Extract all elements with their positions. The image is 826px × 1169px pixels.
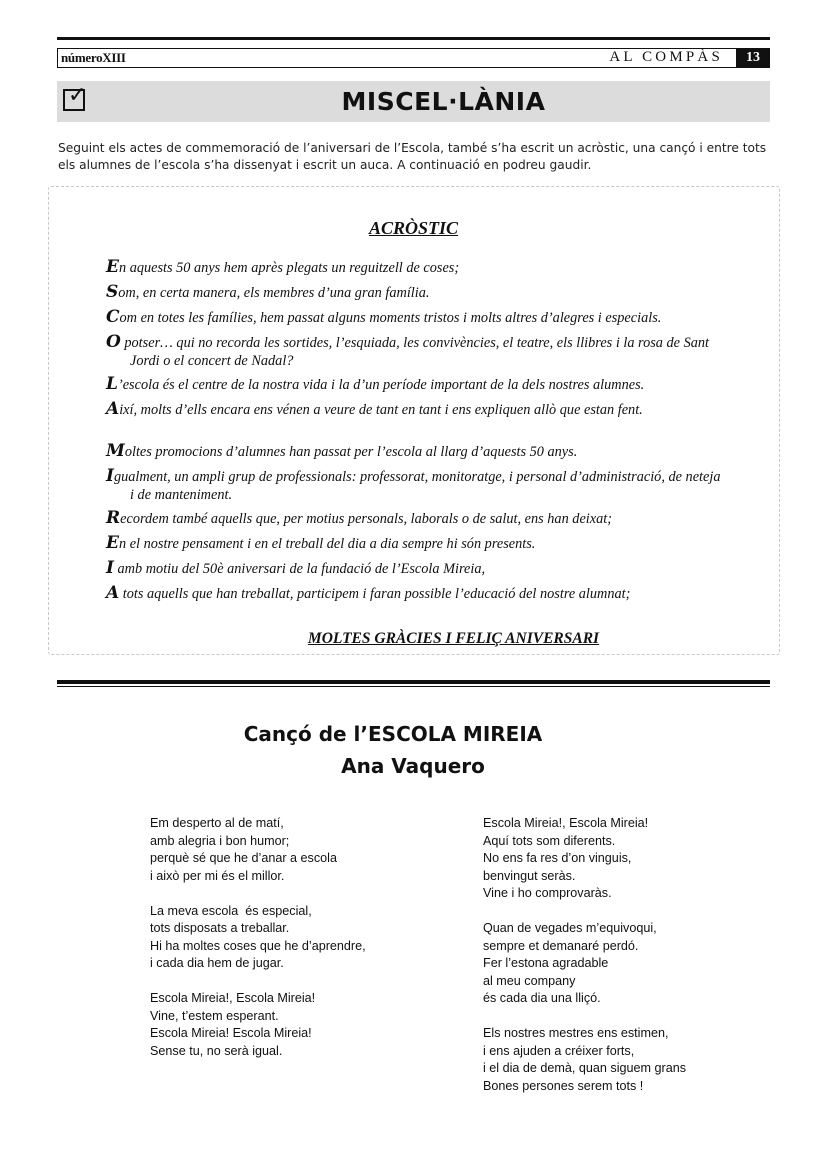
song-verse: Hi ha moltes coses que he d’aprendre,	[150, 938, 366, 953]
section-title-bar	[57, 81, 770, 122]
song-verse: La meva escola és especial,	[150, 903, 312, 918]
acrostic-box	[58, 196, 769, 647]
acrostic-initial: M	[106, 441, 125, 461]
acrostic-line	[106, 258, 746, 277]
song-verse: Aquí tots som diferents.	[483, 833, 616, 848]
acrostic-line-text: om, en certa manera, els membres d’una gran família.	[118, 285, 430, 301]
song-verse: perquè sé que he d’anar a escola	[150, 851, 337, 865]
song-verse: No ens fa res d’on vinguis,	[483, 851, 632, 865]
song-verse: Fer l’estona agradable	[483, 956, 609, 970]
acrostic-initial: I	[106, 466, 114, 486]
acrostic-line-continuation: i de manteniment.	[130, 487, 233, 503]
acrostic-line-text: oltes promocions d’alumnes han passat per l’escola al llarg d’aquests 50 anys.	[124, 444, 578, 460]
song-title: Cançó de l’ESCOLA MIREIA	[243, 722, 543, 746]
acrostic-initial: E	[106, 257, 119, 277]
song-verse: amb alegria i bon humor;	[150, 833, 290, 848]
acrostic-line	[106, 333, 746, 370]
acrostic-initial: R	[106, 508, 121, 528]
song-verse: sempre et demanaré perdó.	[483, 938, 639, 953]
issue-number: númeroXIII	[61, 50, 126, 65]
acrostic-initial: S	[106, 282, 119, 302]
section-title: MISCEL·LÀNIA	[341, 87, 546, 116]
song-stanza	[483, 1025, 783, 1095]
song-verse: tots disposats a treballar.	[150, 921, 290, 935]
song-verse: Vine i ho comprovaràs.	[483, 886, 612, 900]
acrostic-line-text: n el nostre pensament i en el treball del dia a dia sempre hi són presents.	[118, 536, 536, 552]
acrostic-line	[106, 400, 746, 419]
page-number: 13	[736, 48, 770, 68]
acrostic-line	[106, 308, 746, 327]
acrostic-initial: E	[106, 533, 119, 553]
acrostic-line-text: gualment, un ampli grup de professionals: professorat, monitoratge, i personal d’administració, de neteja	[113, 469, 721, 485]
acrostic-line	[106, 559, 746, 578]
acrostic-title: ACRÒSTIC	[368, 218, 459, 238]
song-left-column	[150, 815, 450, 1078]
magazine-title: AL COMPÀS	[609, 49, 723, 65]
intro-paragraph: Seguint els actes de commemoració de l’aniversari de l’Escola, també s’ha escrit un acròstic, una cançó i entre tots els alumnes de l’escola s’ha dissenyat i escrit un auca. A continuació en podreu gaudir.	[58, 141, 767, 172]
acrostic-initial: I	[106, 558, 114, 578]
acrostic-line-text: n aquests 50 anys hem après plegats un reguitzell de coses;	[118, 260, 460, 276]
acrostic-line	[106, 375, 746, 394]
checkbox-icon: ✓	[63, 89, 85, 111]
acrostic-line-text: potser… qui no recorda les sortides, l’esquiada, les convivències, el teatre, els llibres i la rosa de Sant	[120, 335, 710, 351]
acrostic-line	[106, 283, 746, 302]
section-divider-thin	[57, 686, 770, 687]
top-rule	[57, 37, 770, 40]
acrostic-initial: A	[106, 583, 120, 603]
song-verse: Vine, t’estem esperant.	[150, 1008, 279, 1023]
acrostic-line-text: tots aquells que han treballat, participem i faran possible l’educació del nostre alumnat;	[119, 586, 631, 602]
song-stanza	[150, 815, 450, 885]
song-verse: Quan de vegades m’equivoqui,	[483, 921, 657, 935]
acrostic-initial: C	[106, 307, 120, 327]
song-verse: Escola Mireia!, Escola Mireia!	[150, 991, 316, 1005]
acrostic-line	[106, 584, 746, 603]
song-stanza	[483, 920, 783, 1008]
acrostic-initial: O	[106, 332, 121, 352]
acrostic-text	[106, 258, 746, 609]
acrostic-line	[106, 534, 746, 553]
song-right-column	[483, 815, 783, 1113]
song-verse: Bones persones serem tots !	[483, 1078, 644, 1093]
song-author: Ana Vaquero	[341, 754, 485, 778]
song-verse: Sense tu, no serà igual.	[150, 1043, 283, 1058]
page-header	[57, 48, 770, 68]
acrostic-line-text: ’escola és el centre de la nostra vida i la d’un període important de la dels nostres alumnes.	[117, 377, 645, 393]
acrostic-line-text: ecordem també aquells que, per motius personals, laborals o de salut, ens han deixat;	[120, 511, 613, 527]
acrostic-line	[106, 467, 746, 504]
acrostic-line-continuation: Jordi o el concert de Nadal?	[130, 353, 294, 369]
song-verse: Em desperto al de matí,	[150, 816, 284, 830]
acrostic-line-text: ixí, molts d’ells encara ens vénen a veure de tant en tant i ens expliquen allò que estan fent.	[119, 402, 643, 418]
acrostic-line	[106, 509, 746, 528]
song-verse: i cada dia hem de jugar.	[150, 956, 284, 970]
song-stanza	[150, 903, 450, 973]
song-verse: al meu company	[483, 973, 576, 988]
song-verse: Escola Mireia!, Escola Mireia!	[483, 816, 649, 830]
song-verse: Els nostres mestres ens estimen,	[483, 1026, 669, 1040]
song-verse: benvingut seràs.	[483, 868, 576, 883]
song-verse: i el dia de demà, quan siguem grans	[483, 1061, 687, 1075]
acrostic-line-text: om en totes les famílies, hem passat alguns moments tristos i molts altres d’alegres i especials.	[119, 310, 662, 326]
section-divider-thick	[57, 680, 770, 684]
acrostic-initial: L	[106, 374, 118, 394]
song-stanza	[483, 815, 783, 903]
song-verse: i això per mi és el millor.	[150, 868, 285, 883]
song-stanza	[150, 990, 450, 1060]
acrostic-line-text: amb motiu del 50è aniversari de la fundació de l’Escola Mireia,	[113, 561, 486, 577]
acrostic-initial: A	[106, 399, 120, 419]
acrostic-closing: MOLTES GRÀCIES I FELIÇ ANIVERSARI	[307, 630, 600, 647]
song-verse: Escola Mireia! Escola Mireia!	[150, 1026, 312, 1040]
song-verse: és cada dia una lliçó.	[483, 991, 601, 1005]
song-verse: i ens ajuden a créixer forts,	[483, 1043, 635, 1058]
acrostic-line	[106, 442, 746, 461]
